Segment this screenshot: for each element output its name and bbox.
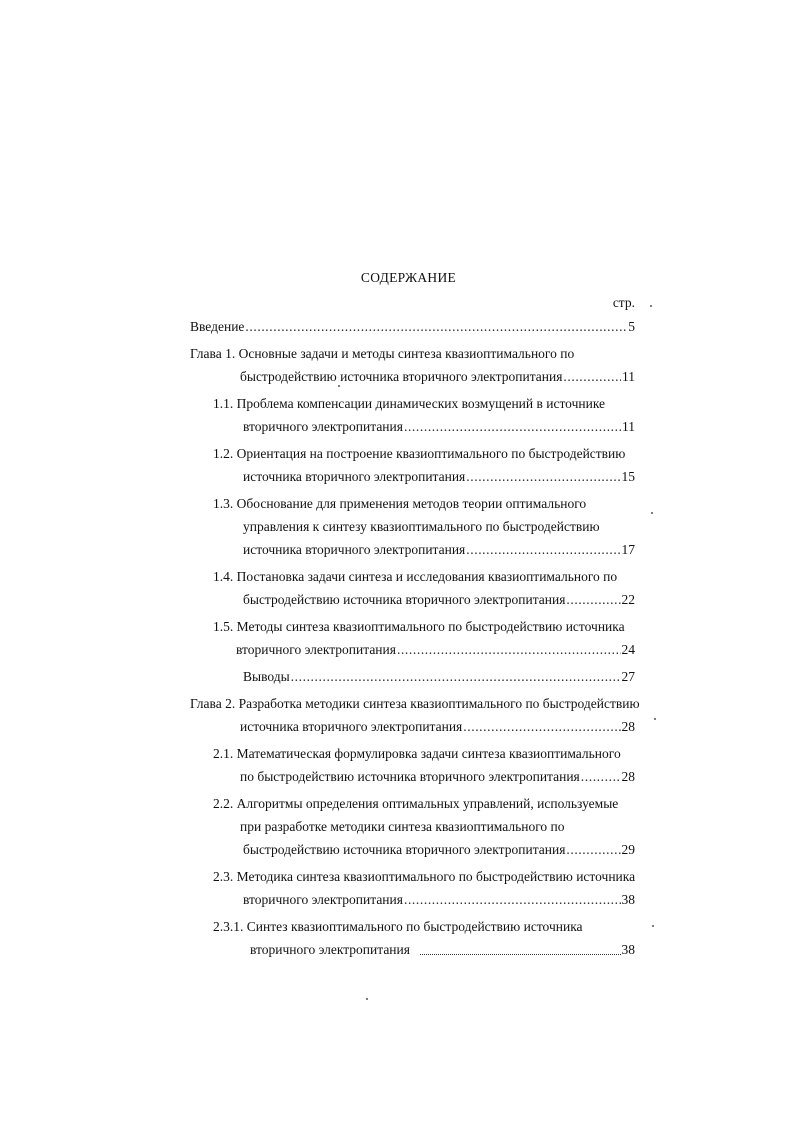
toc-entry-text: быстродействию источника вторичного электропитания [243,592,566,607]
toc-entry-section-1-2 [0,442,795,488]
toc-leader-dots [566,588,620,611]
toc-entry-text: 1.4. Постановка задачи синтеза и исследования квазиоптимального по [213,569,618,584]
toc-entry-text: вторичного электропитания [243,419,403,434]
toc-entry-page: 22 [621,592,635,607]
scan-speck [652,925,654,927]
toc-entry-page: 15 [621,469,635,484]
toc-entry-page: 24 [621,642,635,657]
toc-entry-page: 11 [622,369,635,384]
toc-entry-section-2-1 [0,742,795,788]
toc-entry-text: Выводы [243,669,290,684]
toc-entry-text: вторичного электропитания [243,892,403,907]
toc-entry-page: 28 [621,769,635,784]
toc-leader-dots [404,888,621,911]
toc-entry-text: вторичного электропитания [236,642,396,657]
toc-entry-text: источника вторичного электропитания [240,719,463,734]
toc-entry-text: источника вторичного электропитания [243,542,466,557]
toc-entry-page: 38 [621,892,635,907]
toc-entry-section-1-1 [0,392,795,438]
toc-entry-text: 1.1. Проблема компенсации динамических возмущений в источнике [213,396,606,411]
toc-leader-dots [466,538,620,561]
scan-speck [366,998,368,1000]
toc-title: СОДЕРЖАНИЕ [360,270,457,285]
scan-speck [650,305,652,307]
table-of-contents [0,315,795,965]
toc-entry-section-1-5 [0,615,795,661]
toc-entry-page: 17 [621,542,635,557]
toc-entry-text: управления к синтезу квазиоптимального по быстродействию [243,519,600,534]
toc-entry-text: Введение [190,319,245,334]
toc-entry-text: 2.1. Математическая формулировка задачи синтеза квазиоптимального [213,746,621,761]
toc-leader-dots [420,953,621,955]
toc-entry-page: 28 [621,719,635,734]
toc-leader-dots [563,365,621,388]
toc-entry-text: 2.2. Алгоритмы определения оптимальных управлений, используемые [213,796,619,811]
toc-leader-dots [463,715,620,738]
toc-entry-conclusions [0,665,795,688]
scan-speck [651,512,653,514]
toc-entry-page: 11 [622,419,635,434]
toc-entry-chapter-1 [0,342,795,388]
toc-leader-dots [566,838,620,861]
toc-entry-text: Глава 1. Основные задачи и методы синтеза квазиоптимального по [190,346,575,361]
toc-entry-section-1-4 [0,565,795,611]
toc-entry-section-1-3 [0,492,795,561]
toc-entry-text: источника вторичного электропитания [243,469,466,484]
scan-speck [338,385,340,387]
toc-leader-dots [404,415,621,438]
toc-entry-text: при разработке методики синтеза квазиоптимального по [240,819,565,834]
toc-entry-text: Глава 2. Разработка методики синтеза квазиоптимального по быстродействию [190,696,640,711]
toc-entry-text: быстродействию источника вторичного электропитания [240,369,563,384]
toc-entry-text: 2.3.1. Синтез квазиоптимального по быстродействию источника [213,919,583,934]
toc-entry-text: 1.2. Ориентация на построение квазиоптимального по быстродействию [213,446,626,461]
toc-entry-chapter-2 [0,692,795,738]
toc-leader-dots [397,638,621,661]
toc-entry-text: по быстродействию источника вторичного электропитания [240,769,580,784]
toc-leader-dots [466,465,620,488]
toc-entry-text: 1.5. Методы синтеза квазиоптимального по быстродействию источника [213,619,625,634]
toc-leader-dots [291,665,621,688]
toc-entry-text: быстродействию источника вторичного электропитания [243,842,566,857]
toc-entry-page: 27 [621,669,635,684]
toc-leader-dots [581,765,621,788]
toc-entry-introduction [0,315,795,338]
toc-entry-page: 5 [628,319,635,334]
toc-page-column-header: стр. [612,295,635,310]
toc-entry-page: 29 [621,842,635,857]
toc-entry-text: вторичного электропитания [250,942,410,957]
toc-entry-section-2-2 [0,792,795,861]
toc-entry-page: 38 [621,942,635,957]
toc-entry-text: 2.3. Методика синтеза квазиоптимального по быстродействию источника [213,869,636,884]
toc-entry-text: 1.3. Обоснование для применения методов теории оптимального [213,496,587,511]
toc-entry-subsection-2-3-1 [0,915,795,961]
toc-leader-dots [245,315,627,338]
scan-speck [654,718,656,720]
toc-entry-section-2-3 [0,865,795,911]
